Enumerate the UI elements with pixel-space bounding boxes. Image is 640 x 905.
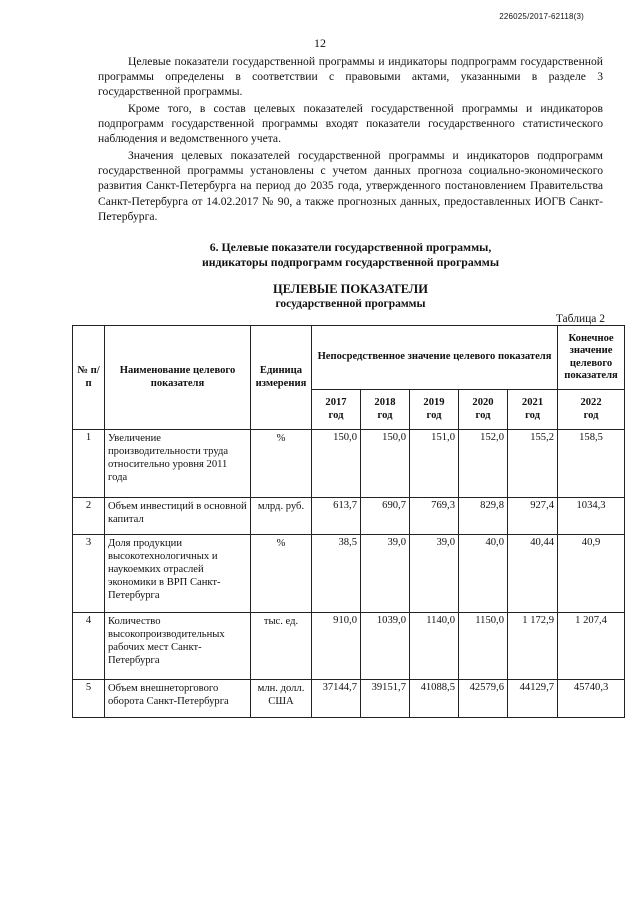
header-year: 2022 год (558, 390, 625, 430)
value-cell: 613,7 (312, 498, 361, 535)
value-cell: 39151,7 (361, 680, 410, 718)
indicator-name: Объем инвестиций в основной капитал (105, 498, 251, 535)
document-id: 226025/2017-62118(3) (499, 12, 584, 21)
row-number: 2 (73, 498, 105, 535)
table-row (73, 613, 625, 680)
table-subtitle: государственной программы (275, 298, 426, 310)
value-cell: 150,0 (312, 430, 361, 498)
paragraph: Значения целевых показателей государственной программы и индикаторов подпрограмм государственной программы установлены с учетом данных прогноза социально-экономического развития Санкт-Петербурга на период до 2035 года, утвержденного постановлением Правительства Санкт-Петербурга от 14.02.2017 № 90, а также прогнозных данных, предоставленных ИОГВ Санкт-Петербурга. (98, 149, 603, 223)
value-cell: 152,0 (459, 430, 508, 498)
header-year: 2018 год (361, 390, 410, 430)
indicator-name: Количество высокопроизводительных рабочих мест Санкт-Петербурга (105, 613, 251, 680)
final-value-cell: 158,5 (558, 430, 625, 498)
header-unit: Единица измерения (251, 326, 312, 430)
section-title (98, 240, 603, 270)
value-cell: 769,3 (410, 498, 459, 535)
indicators-table (72, 325, 625, 718)
table-row (73, 535, 625, 613)
table-label: Таблица 2 (555, 313, 605, 325)
final-value-cell: 1 207,4 (558, 613, 625, 680)
row-number: 5 (73, 680, 105, 718)
indicator-unit: млн. долл. США (251, 680, 312, 718)
header-year: 2021 год (508, 390, 558, 430)
value-cell: 829,8 (459, 498, 508, 535)
indicator-unit: тыс. ед. (251, 613, 312, 680)
page-number: 12 (314, 36, 326, 50)
section-title-line: 6. Целевые показатели государственной программы, (209, 240, 492, 254)
value-cell: 155,2 (508, 430, 558, 498)
section-title-line: индикаторы подпрограмм государственной программы (201, 255, 500, 269)
table-row (73, 430, 625, 498)
value-cell: 927,4 (508, 498, 558, 535)
final-value-cell: 40,9 (558, 535, 625, 613)
header-name: Наименование целевого показателя (105, 326, 251, 430)
final-value-cell: 45740,3 (558, 680, 625, 718)
indicator-unit: % (251, 535, 312, 613)
value-cell: 42579,6 (459, 680, 508, 718)
paragraph: Целевые показатели государственной программы и индикаторы подпрограмм государственной программы определены в соответствии с правовыми актами, указанными в разделе 3 государственной программы. (98, 55, 603, 99)
value-cell: 38,5 (312, 535, 361, 613)
header-direct-value: Непосредственное значение целевого показателя (312, 326, 558, 390)
value-cell: 1 172,9 (508, 613, 558, 680)
indicator-name: Объем внешнеторгового оборота Санкт-Петербурга (105, 680, 251, 718)
indicator-unit: % (251, 430, 312, 498)
value-cell: 39,0 (361, 535, 410, 613)
value-cell: 39,0 (410, 535, 459, 613)
indicator-unit: млрд. руб. (251, 498, 312, 535)
table-row (73, 498, 625, 535)
header-year: 2020 год (459, 390, 508, 430)
row-number: 1 (73, 430, 105, 498)
header-year: 2017 год (312, 390, 361, 430)
row-number: 4 (73, 613, 105, 680)
value-cell: 41088,5 (410, 680, 459, 718)
value-cell: 40,44 (508, 535, 558, 613)
row-number: 3 (73, 535, 105, 613)
paragraph: Кроме того, в состав целевых показателей государственной программы и индикаторов подпрограмм государственной программы входят показатели государственного статистического наблюдения и ведомственного учета. (98, 102, 603, 146)
final-value-cell: 1034,3 (558, 498, 625, 535)
header-num: № п/п (73, 326, 105, 430)
header-year: 2019 год (410, 390, 459, 430)
value-cell: 1039,0 (361, 613, 410, 680)
value-cell: 151,0 (410, 430, 459, 498)
header-final-value: Конечное значение целевого показателя (558, 326, 625, 390)
value-cell: 150,0 (361, 430, 410, 498)
value-cell: 1140,0 (410, 613, 459, 680)
table-title: ЦЕЛЕВЫЕ ПОКАЗАТЕЛИ (273, 282, 428, 296)
value-cell: 40,0 (459, 535, 508, 613)
value-cell: 1150,0 (459, 613, 508, 680)
value-cell: 37144,7 (312, 680, 361, 718)
value-cell: 44129,7 (508, 680, 558, 718)
table-row (73, 680, 625, 718)
value-cell: 910,0 (312, 613, 361, 680)
indicator-name: Доля продукции высокотехнологичных и наукоемких отраслей экономики в ВРП Санкт-Петербурга (105, 535, 251, 613)
value-cell: 690,7 (361, 498, 410, 535)
indicator-name: Увеличение производительности труда относительно уровня 2011 года (105, 430, 251, 498)
